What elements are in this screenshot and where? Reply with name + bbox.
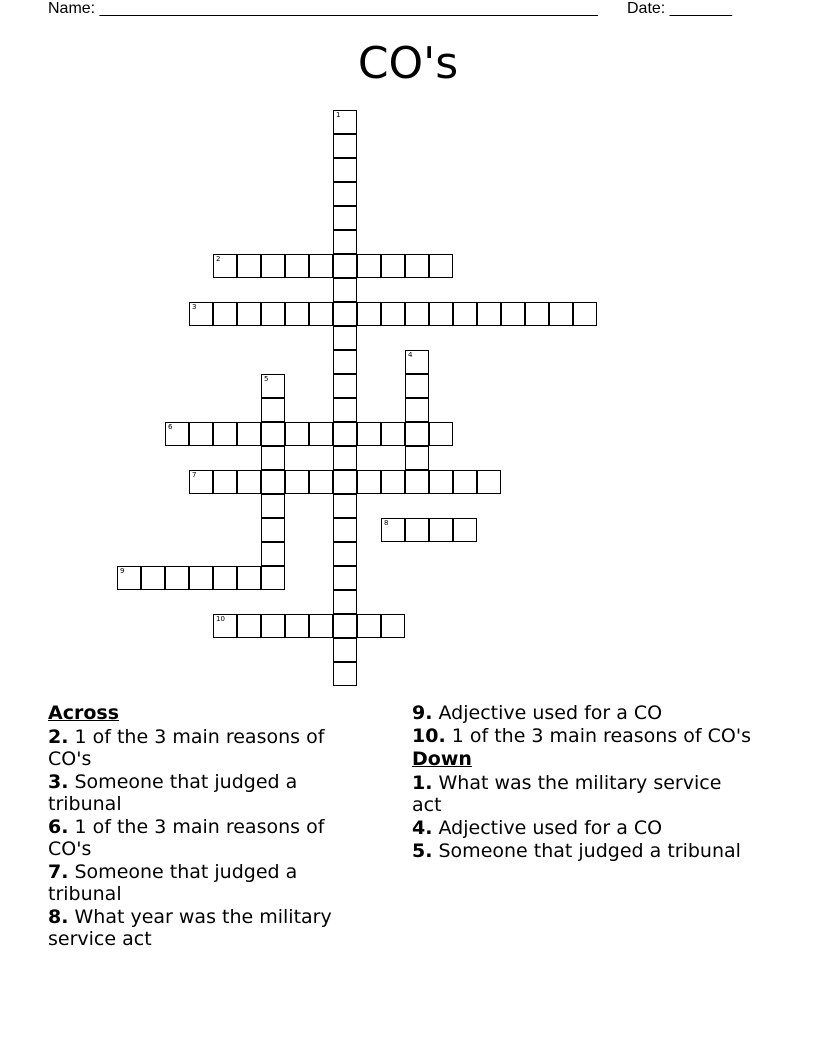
grid-cell[interactable] (285, 302, 309, 326)
grid-cell[interactable] (261, 566, 285, 590)
clue-across-6: 6. 1 of the 3 main reasons of CO's (48, 816, 325, 860)
grid-cell[interactable] (501, 302, 525, 326)
grid-cell[interactable] (213, 566, 237, 590)
clue-down-5: 5. Someone that judged a tribunal (412, 840, 741, 862)
grid-cell[interactable] (141, 566, 165, 590)
grid-cell[interactable] (333, 326, 357, 350)
grid-cell[interactable] (261, 494, 285, 518)
grid-cell[interactable] (405, 374, 429, 398)
grid-cell[interactable] (333, 230, 357, 254)
grid-cell[interactable] (525, 302, 549, 326)
grid-cell[interactable] (261, 470, 285, 494)
grid-cell[interactable] (117, 566, 141, 590)
grid-cell[interactable] (429, 518, 453, 542)
grid-cell[interactable] (429, 254, 453, 278)
grid-cell[interactable] (357, 254, 381, 278)
grid-cell[interactable] (333, 590, 357, 614)
grid-cell[interactable] (405, 350, 429, 374)
clue-number: 4 (408, 351, 413, 359)
across-heading: Across (48, 702, 120, 724)
grid-cell[interactable] (213, 254, 237, 278)
grid-cell[interactable] (381, 614, 405, 638)
grid-cell[interactable] (381, 302, 405, 326)
grid-cell[interactable] (381, 254, 405, 278)
clues-column-left (48, 702, 368, 951)
grid-cell[interactable] (333, 614, 357, 638)
grid-cell[interactable] (333, 254, 357, 278)
grid-cell[interactable] (453, 302, 477, 326)
grid-cell[interactable] (333, 398, 357, 422)
grid-cell[interactable] (333, 518, 357, 542)
clue-across-2: 2. 1 of the 3 main reasons of CO's (48, 726, 325, 770)
clue-across-3: 3. Someone that judged a tribunal (48, 771, 298, 815)
grid-cell[interactable] (429, 302, 453, 326)
grid-cell[interactable] (333, 134, 357, 158)
clue-number: 8 (384, 519, 389, 527)
grid-cell[interactable] (453, 470, 477, 494)
grid-cell[interactable] (285, 254, 309, 278)
grid-cell[interactable] (333, 494, 357, 518)
clue-number: 6 (168, 423, 173, 431)
page-title: CO's (357, 38, 459, 89)
grid-cell[interactable] (189, 422, 213, 446)
grid-cell[interactable] (285, 614, 309, 638)
grid-cell[interactable] (189, 470, 213, 494)
grid-cell[interactable] (237, 566, 261, 590)
grid-cell[interactable] (477, 302, 501, 326)
grid-cell[interactable] (261, 542, 285, 566)
grid-cell[interactable] (261, 374, 285, 398)
grid-cell[interactable] (381, 470, 405, 494)
clue-across-10: 10. 1 of the 3 main reasons of CO's (412, 725, 751, 747)
grid-cell[interactable] (309, 302, 333, 326)
grid-cell[interactable] (333, 566, 357, 590)
grid-cell[interactable] (333, 110, 357, 134)
grid-cell[interactable] (213, 422, 237, 446)
grid-cell[interactable] (549, 302, 573, 326)
grid-cell[interactable] (381, 518, 405, 542)
grid-cell[interactable] (261, 422, 285, 446)
grid-cell[interactable] (189, 566, 213, 590)
grid-cell[interactable] (405, 422, 429, 446)
grid-cell[interactable] (333, 446, 357, 470)
grid-cell[interactable] (165, 566, 189, 590)
grid-cell[interactable] (213, 302, 237, 326)
grid-cell[interactable] (405, 518, 429, 542)
grid-cell[interactable] (429, 470, 453, 494)
down-heading: Down (412, 748, 472, 770)
clue-down-4: 4. Adjective used for a CO (412, 817, 663, 839)
grid-cell[interactable] (333, 470, 357, 494)
grid-cell[interactable] (285, 422, 309, 446)
grid-cell[interactable] (333, 638, 357, 662)
clue-number: 10 (216, 615, 225, 623)
clue-number: 2 (216, 255, 221, 263)
grid-cell[interactable] (405, 470, 429, 494)
grid-cell[interactable] (405, 446, 429, 470)
grid-cell[interactable] (573, 302, 597, 326)
grid-cell[interactable] (333, 422, 357, 446)
grid-cell[interactable] (453, 518, 477, 542)
clue-number: 1 (336, 111, 341, 119)
grid-cell[interactable] (261, 446, 285, 470)
clue-number: 5 (264, 375, 269, 383)
grid-cell[interactable] (237, 470, 261, 494)
grid-cell[interactable] (333, 206, 357, 230)
grid-cell[interactable] (261, 254, 285, 278)
grid-cell[interactable] (357, 302, 381, 326)
grid-cell[interactable] (261, 518, 285, 542)
grid-cell[interactable] (237, 422, 261, 446)
grid-cell[interactable] (237, 302, 261, 326)
grid-cell[interactable] (333, 350, 357, 374)
clue-across-7: 7. Someone that judged a tribunal (48, 861, 298, 905)
clue-across-9: 9. Adjective used for a CO (412, 702, 663, 724)
grid-cell[interactable] (333, 374, 357, 398)
grid-cell[interactable] (333, 302, 357, 326)
grid-cell[interactable] (285, 470, 309, 494)
grid-cell[interactable] (333, 278, 357, 302)
grid-cell[interactable] (309, 254, 333, 278)
grid-cell[interactable] (333, 542, 357, 566)
grid-cell[interactable] (237, 254, 261, 278)
grid-cell[interactable] (477, 470, 501, 494)
clue-number: 9 (120, 567, 125, 575)
grid-cell[interactable] (237, 614, 261, 638)
grid-cell[interactable] (405, 398, 429, 422)
grid-cell[interactable] (189, 302, 213, 326)
grid-cell[interactable] (213, 614, 237, 638)
grid-cell[interactable] (261, 398, 285, 422)
grid-cell[interactable] (333, 662, 357, 686)
clues-column-right (412, 702, 752, 863)
name-line: Name: ________________________________________________________ (48, 0, 598, 17)
grid-cell[interactable] (261, 302, 285, 326)
clue-number: 7 (192, 471, 197, 479)
grid-cell[interactable] (333, 158, 357, 182)
grid-cell[interactable] (333, 182, 357, 206)
grid-cell[interactable] (165, 422, 189, 446)
grid-cell[interactable] (213, 470, 237, 494)
grid-cell[interactable] (261, 614, 285, 638)
clue-number: 3 (192, 303, 197, 311)
date-line: Date: _______ (627, 0, 732, 17)
grid-cell[interactable] (309, 422, 333, 446)
grid-cell[interactable] (405, 254, 429, 278)
grid-cell[interactable] (309, 470, 333, 494)
grid-cell[interactable] (309, 614, 333, 638)
grid-cell[interactable] (405, 302, 429, 326)
grid-cell[interactable] (357, 470, 381, 494)
grid-cell[interactable] (357, 614, 381, 638)
grid-cell[interactable] (429, 422, 453, 446)
clue-down-1: 1. What was the military service act (412, 772, 722, 816)
clue-across-8: 8. What year was the military service act (48, 906, 332, 950)
grid-cell[interactable] (357, 422, 381, 446)
grid-cell[interactable] (381, 422, 405, 446)
